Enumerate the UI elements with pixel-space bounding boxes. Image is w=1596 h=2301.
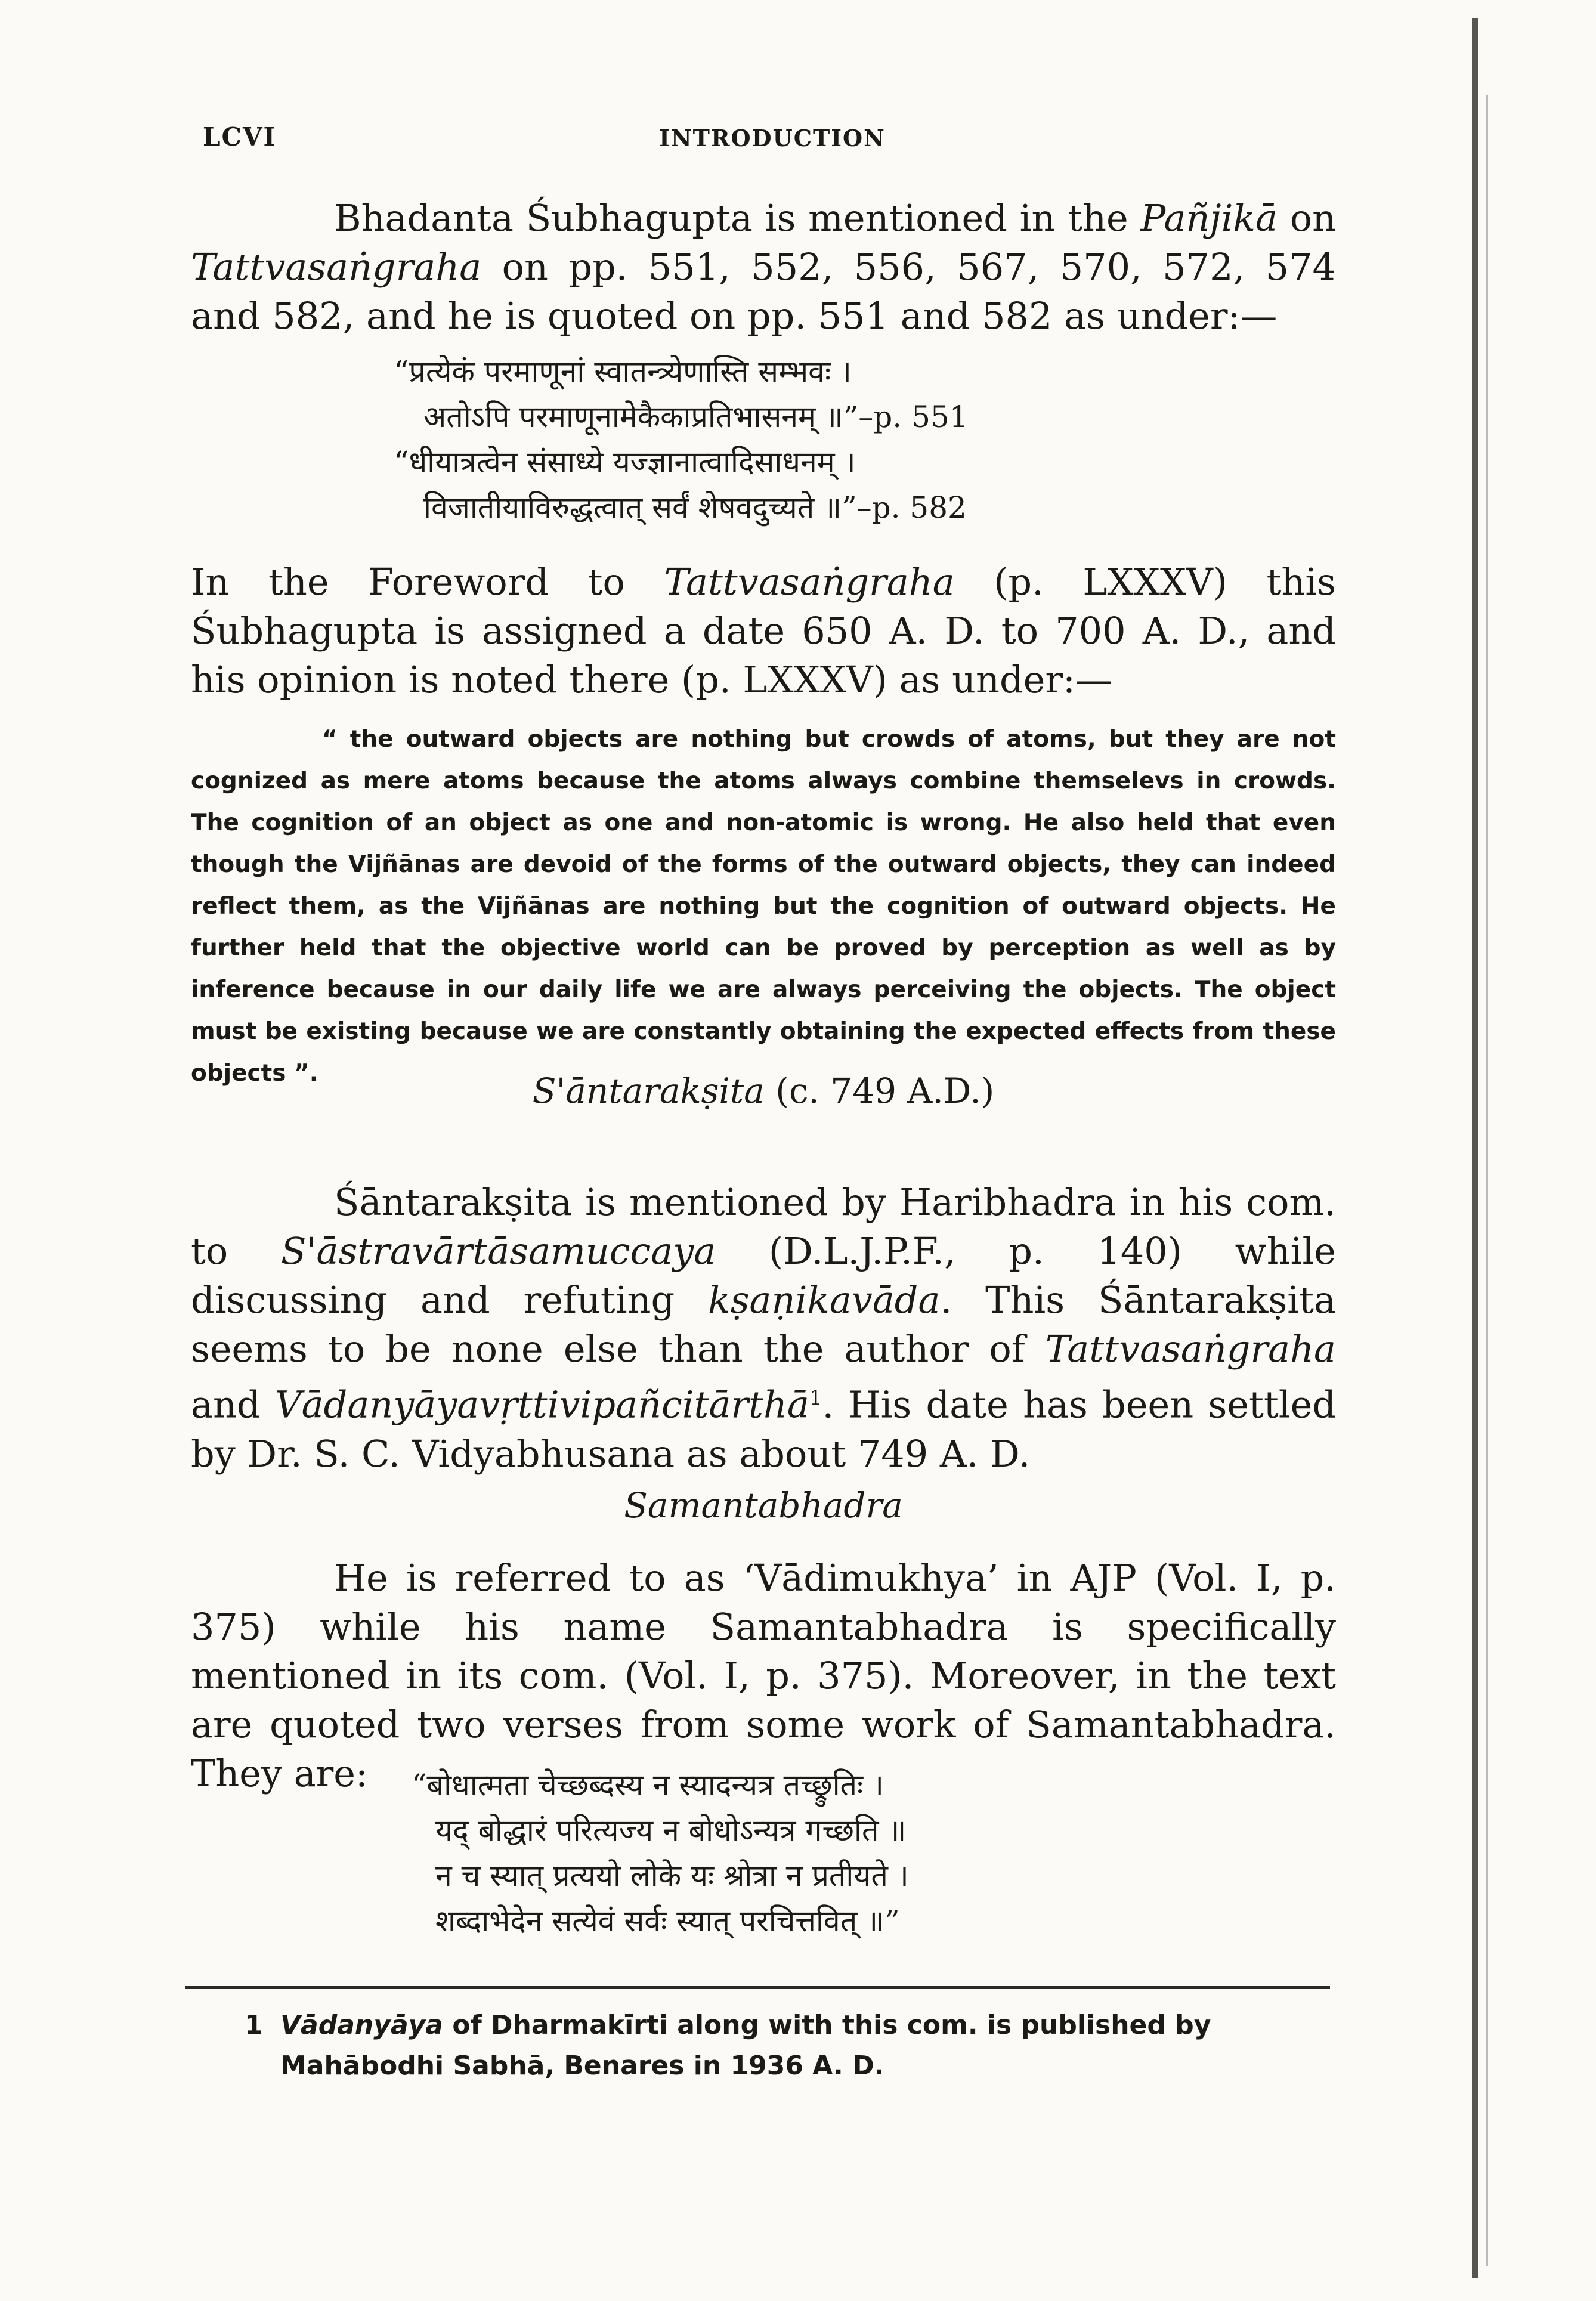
paragraph-subhagupta: Bhadanta Śubhagupta is mentioned in the Pañjikā on Tattvasaṅgraha on pp. 551, 552, 556, 567, 570, 572, 574 and 582, and he is quoted on pp. 551 and 582 as under:— (191, 196, 1337, 338)
sanskrit-verses-1 (394, 349, 1348, 530)
footnote-title: Vādanyāya (280, 2010, 444, 2040)
verse-line: “प्रत्येकं परमाणूनां स्वातन्त्र्येणास्ति सम्भवः । (394, 354, 852, 389)
paragraph-foreword: In the Foreword to Tattvasaṅgraha (p. LXXXV) this Śubhagupta is assigned a date 650 A. D. to 700 A. D., and his opinion is noted there (p. LXXXV) as under:— (191, 560, 1336, 701)
title-vadanyaya: Vādanyāyavṛttivipañcitārthā (274, 1383, 809, 1427)
footnote-number: 1 (245, 2010, 263, 2040)
verse-line: “धीयात्रत्वेन संसाध्ये यज्ज्ञानात्वादिसाधनम् । (394, 445, 856, 480)
term-ksanikavada: kṣaṇikavāda (708, 1278, 941, 1322)
title-tattvasangraha: Tattvasaṅgraha (1045, 1327, 1336, 1371)
quoted-opinion: “ the outward objects are nothing but crowds of atoms, but they are not cognized as mere atoms because the atoms always combine themselevs in crowds. The cognition of an object as one and non-atomic is wrong. He also held that even though the Vijñānas are devoid of the forms of the outward objects, they can indeed reflect them, as the Vijñānas are nothing but the cognition of outward objects. He further held that the objective world can be proved by perception as well as by inference because in our daily life we are always perceiving the objects. The object must be existing because we are constantly obtaining the expected effects from these objects ”. (191, 726, 1336, 1087)
footnote-text: of Dharmakīrti along with this com. is published by Mahābodhi Sabhā, Benares in 1936 A. D. (280, 2010, 1211, 2081)
running-title: INTRODUCTION (659, 125, 886, 151)
footnote-divider (185, 1986, 1330, 1989)
footnote-marker: 1 (809, 1386, 822, 1410)
page-header (203, 122, 1342, 158)
title-tattvasangraha: Tattvasaṅgraha (191, 245, 482, 289)
verse-line: यद् बोद्धारं परित्यज्य न बोधोऽन्यत्र गच्छति ॥ (435, 1813, 907, 1848)
paragraph-santaraksita: Śāntarakṣita is mentioned by Haribhadra in his com. to S'āstravārtāsamuccaya (D.L.J.P.F., p. 140) while discussing and refuting kṣaṇikavāda. This Śāntarakṣita seems to be none else than the author of Tattvasaṅgraha and Vādanyāyavṛttivipañcitārthā$^1$. His date has been settled by Dr. S. C. Vidyabhusana as about 749 A. D. (191, 1180, 1337, 1476)
page-binding-edge (1472, 18, 1478, 2278)
title-panjika: Pañjikā (1140, 196, 1278, 240)
page-shadow-line (1486, 95, 1488, 2266)
verse-line: “बोधात्मता चेच्छब्दस्य न स्यादन्यत्र तच्छ्रुतिः । (412, 1768, 884, 1802)
footnote (245, 2005, 1336, 2086)
sanskrit-verses-2 (412, 1762, 1342, 1944)
verse-line: न च स्यात् प्रत्ययो लोके यः श्रोत्रा न प्रतीयते । (435, 1858, 909, 1893)
title-tattvasangraha: Tattvasaṅgraha (664, 560, 955, 604)
title-sastravarta: S'āstravārtāsamuccaya (280, 1229, 716, 1273)
page-number: LCVI (203, 122, 277, 151)
section-heading-samantabhadra: Samantabhadra (624, 1485, 903, 1526)
verse-line: अतोऽपि परमाणूनामेकैकाप्रतिभासनम् ॥”–p. 551 (423, 400, 969, 434)
section-heading-santaraksita: S'āntarakṣita (c. 749 A.D.) (532, 1071, 995, 1111)
verse-line: शब्दाभेदेन सत्येवं सर्वः स्यात् परचित्तवित् ॥” (435, 1904, 900, 1938)
verse-line: विजातीयाविरुद्धत्वात् सर्वं शेषवदुच्यते ॥”–p. 582 (423, 490, 967, 525)
paragraph-samantabhadra: He is referred to as ‘Vādimukhya’ in AJP (Vol. I, p. 375) while his name Samantabhadra is specifically mentioned in its com. (Vol. I, p. 375). Moreover, in the text are quoted two verses from some work of Samantabhadra. They are: (191, 1556, 1336, 1795)
